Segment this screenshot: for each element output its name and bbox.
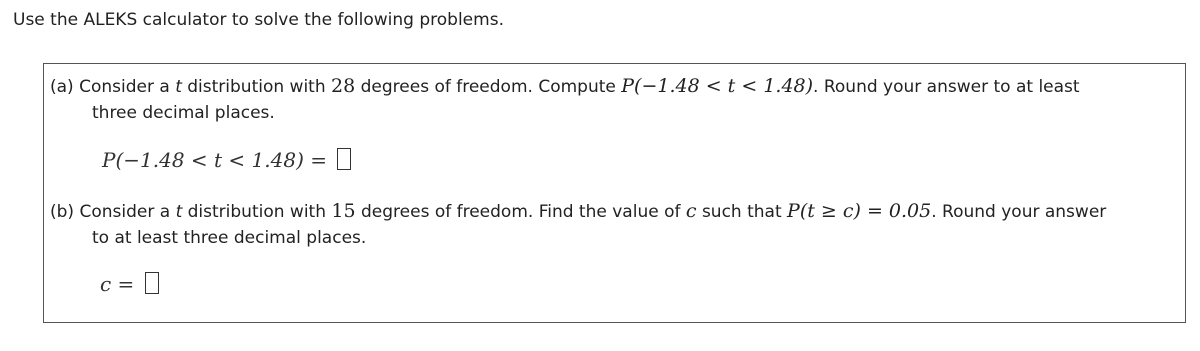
part-b-df: 15 [331, 200, 356, 222]
part-a-var-t: t [175, 77, 182, 97]
instructions: Use the ALEKS calculator to solve the following problems. [13, 10, 504, 30]
part-b-answer-lhs: c = [100, 272, 135, 296]
part-a-question [50, 73, 1080, 126]
part-a-text-2: distribution with [187, 77, 326, 97]
part-b-text-4: such that [701, 202, 782, 222]
part-b-var-t: t [175, 202, 183, 222]
part-b-expression: P(t ≥ c) = 0.05 [787, 200, 932, 222]
part-b-question [50, 198, 1106, 251]
part-a-text-3: degrees of freedom. Compute [360, 77, 616, 97]
part-a-answer-row [102, 148, 351, 172]
part-a-expression: P(−1.48 < t < 1.48) [621, 75, 814, 97]
part-b-var-c: c [685, 200, 697, 222]
part-b-text-2: distribution with [187, 202, 326, 222]
part-b-text-1: Consider a [79, 202, 171, 222]
part-a-line-2: three decimal places. [92, 103, 275, 123]
part-b-tag: (b) [50, 202, 75, 222]
part-b-line-2: to at least three decimal places. [92, 228, 367, 248]
part-a-text-1: Consider a [79, 77, 170, 97]
part-b-answer-row [100, 272, 159, 296]
part-a-tag: (a) [50, 77, 74, 97]
part-a-answer-lhs: P(−1.48 < t < 1.48) = [102, 148, 327, 172]
part-b-answer-input[interactable] [145, 272, 159, 294]
problem-box [43, 63, 1186, 323]
part-a-answer-input[interactable] [337, 148, 351, 170]
part-b-text-5: . Round your answer [931, 202, 1107, 222]
part-a-text-4: . Round your answer to at least [813, 77, 1080, 97]
part-b-text-3: degrees of freedom. Find the value of [361, 202, 681, 222]
part-a-df: 28 [331, 75, 356, 97]
